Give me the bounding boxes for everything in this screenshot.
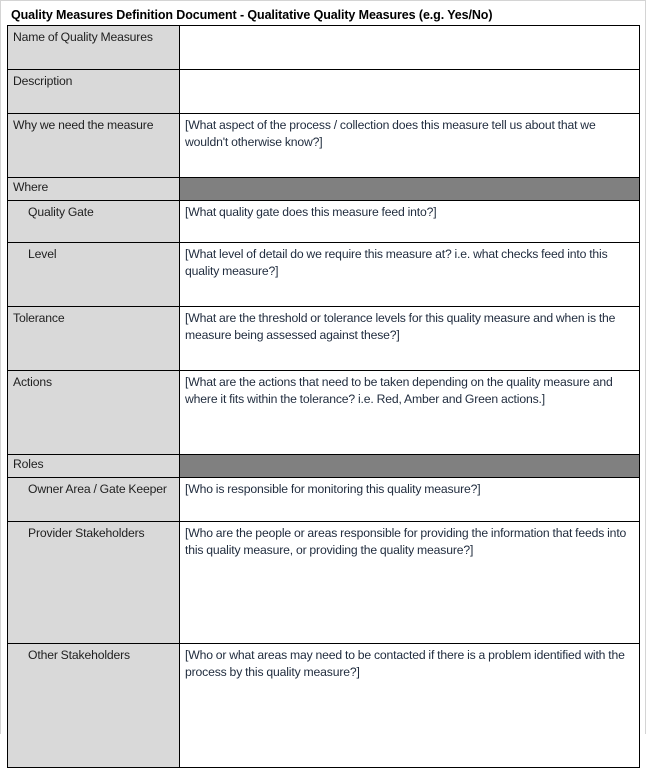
section-fill-where: [180, 178, 640, 201]
label-text: Actions: [13, 375, 52, 389]
section-label-where: [8, 178, 180, 201]
row-label-name-of-quality-measures: [8, 26, 180, 70]
table-row: [8, 371, 640, 455]
table-row: [8, 26, 640, 70]
value-text: [Who or what areas may need to be contacted if there is a problem identified with the process by this quality measure?]: [185, 648, 625, 679]
label-text: Where: [13, 180, 49, 194]
table-row: [8, 201, 640, 243]
value-text: [What are the threshold or tolerance levels for this quality measure and when is the measure being assessed against these?]: [185, 311, 616, 342]
value-text: [What aspect of the process / collection does this measure tell us about that we wouldn't otherwise know?]: [185, 118, 596, 149]
value-text: [Who are the people or areas responsible for providing the information that feeds into this quality measure, or providing the quality measure?]: [185, 526, 627, 557]
row-value-other-stakeholders[interactable]: [180, 644, 640, 768]
value-text: [What level of detail do we require this measure at? i.e. what checks feed into this quality measure?]: [185, 247, 608, 278]
label-text: Provider Stakeholders: [28, 526, 145, 540]
label-text: Roles: [13, 457, 44, 471]
row-value-owner-area-gate-keeper[interactable]: [180, 478, 640, 522]
row-value-tolerance[interactable]: [180, 307, 640, 371]
label-text: Owner Area / Gate Keeper: [28, 482, 167, 496]
label-text: Quality Gate: [28, 205, 94, 219]
label-text: Level: [28, 247, 57, 261]
label-text: Other Stakeholders: [28, 648, 131, 662]
row-label-actions: [8, 371, 180, 455]
table-row: [8, 522, 640, 644]
row-value-provider-stakeholders[interactable]: [180, 522, 640, 644]
value-text: [Who is responsible for monitoring this quality measure?]: [185, 482, 481, 496]
section-row-where: [8, 178, 640, 201]
row-label-why-we-need-the-measure: [8, 114, 180, 178]
row-label-description: [8, 70, 180, 114]
label-text: Description: [13, 74, 73, 88]
table-row: [8, 114, 640, 178]
row-label-tolerance: [8, 307, 180, 371]
section-label-roles: [8, 455, 180, 478]
row-value-why-we-need-the-measure[interactable]: [180, 114, 640, 178]
table-row: [8, 70, 640, 114]
row-value-actions[interactable]: [180, 371, 640, 455]
row-label-provider-stakeholders: [8, 522, 180, 644]
value-text: [What are the actions that need to be taken depending on the quality measure and where it fits within the tolerance? i.e. Red, Amber and Green actions.]: [185, 375, 613, 406]
table-row: [8, 644, 640, 768]
row-label-quality-gate: [8, 201, 180, 243]
row-value-level[interactable]: [180, 243, 640, 307]
label-text: Why we need the measure: [13, 118, 154, 132]
row-label-owner-area-gate-keeper: [8, 478, 180, 522]
row-label-level: [8, 243, 180, 307]
label-text: Tolerance: [13, 311, 65, 325]
table-row: [8, 307, 640, 371]
row-value-name-of-quality-measures[interactable]: [180, 26, 640, 70]
quality-measures-table: [7, 25, 640, 768]
value-text: [What quality gate does this measure feed into?]: [185, 205, 437, 219]
row-value-quality-gate[interactable]: [180, 201, 640, 243]
row-value-description[interactable]: [180, 70, 640, 114]
table-row: [8, 243, 640, 307]
document-title: Quality Measures Definition Document - Qualitative Quality Measures (e.g. Yes/No): [7, 5, 639, 25]
row-label-other-stakeholders: [8, 644, 180, 768]
section-fill-roles: [180, 455, 640, 478]
label-text: Name of Quality Measures: [13, 30, 153, 44]
section-row-roles: [8, 455, 640, 478]
table-row: [8, 478, 640, 522]
